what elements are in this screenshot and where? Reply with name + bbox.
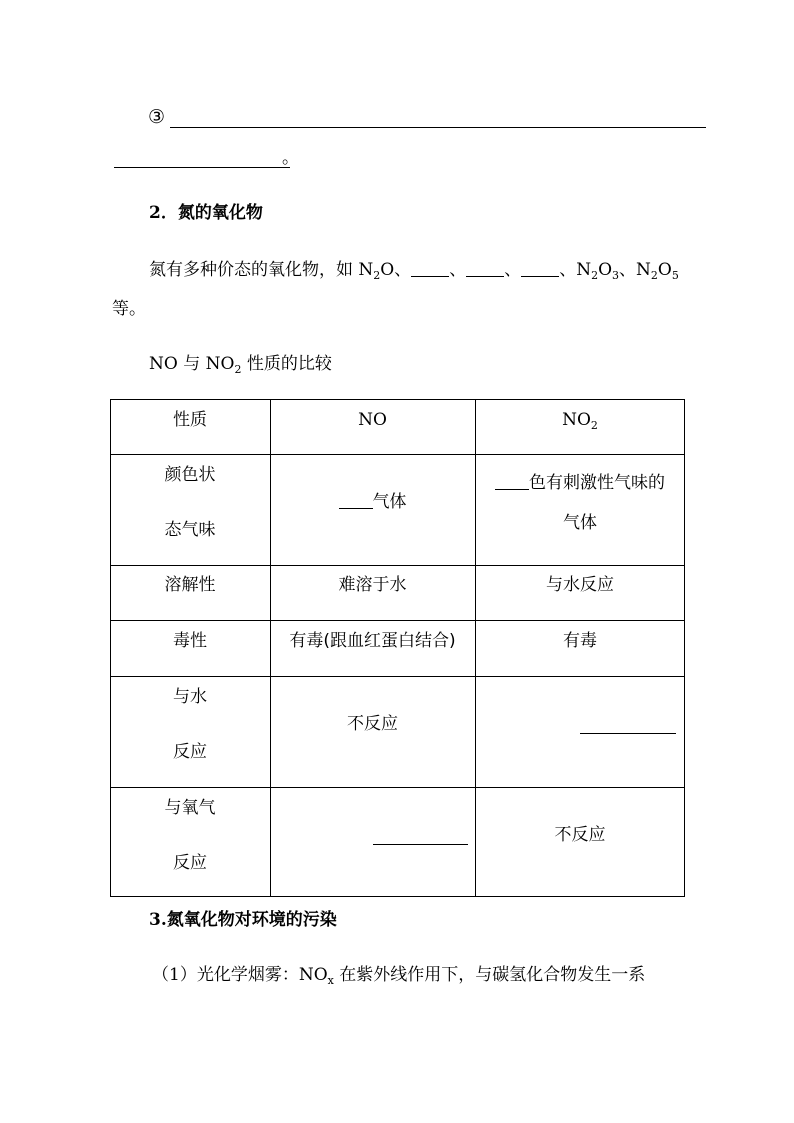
table-header-no2: $NO_2$: [562, 410, 598, 432]
property-label: 反应: [173, 853, 207, 873]
property-label: 颜色状: [164, 465, 216, 485]
no-toxicity-cell: 有毒(跟血红蛋白结合): [289, 631, 456, 651]
property-label: 毒性: [173, 631, 207, 651]
answer-blank-line: [580, 733, 676, 734]
photochemical-smog-line: （1）光化学烟雾：$NO_x$ 在紫外线作用下，与碳氢化合物发生一系: [152, 965, 646, 987]
no2-solubility-cell: 与水反应: [546, 575, 614, 595]
answer-blank: [495, 487, 529, 490]
comparison-title: NO 与 $NO_2$ 性质的比较: [149, 354, 332, 376]
intro-end: 等。: [112, 299, 146, 319]
no-solubility-cell: 难溶于水: [338, 575, 407, 595]
answer-blank-line: [373, 844, 468, 845]
no2-toxicity-cell: 有毒: [563, 631, 597, 651]
end-punctuation: 。: [282, 148, 299, 168]
item-3-marker: ③: [148, 106, 166, 128]
no-colour-cell: 气体: [270, 494, 475, 511]
no-water-cell: 不反应: [347, 714, 398, 734]
no2-colour-cell-line2: 气体: [563, 513, 597, 533]
answer-blank: [339, 506, 373, 509]
property-label: 反应: [173, 742, 207, 762]
property-label: 态气味: [164, 520, 216, 540]
property-label: 溶解性: [164, 575, 216, 595]
oxides-intro-line: 氮有多种价态的氧化物，如 $N_2O$、 、 、 、$N_2O_3$、$N_2O_5$: [149, 260, 679, 282]
property-label: 与氧气: [164, 798, 216, 818]
section-heading: 2．氮的氧化物: [149, 203, 263, 223]
table-header-no: NO: [358, 410, 387, 430]
section-heading: 3.氮氧化物对环境的污染: [149, 910, 337, 930]
no2-oxygen-cell: 不反应: [554, 825, 606, 845]
property-label: 与水: [173, 687, 207, 707]
table-header-property: 性质: [173, 410, 207, 430]
no2-colour-cell: 色有刺激性气味的: [475, 475, 685, 492]
